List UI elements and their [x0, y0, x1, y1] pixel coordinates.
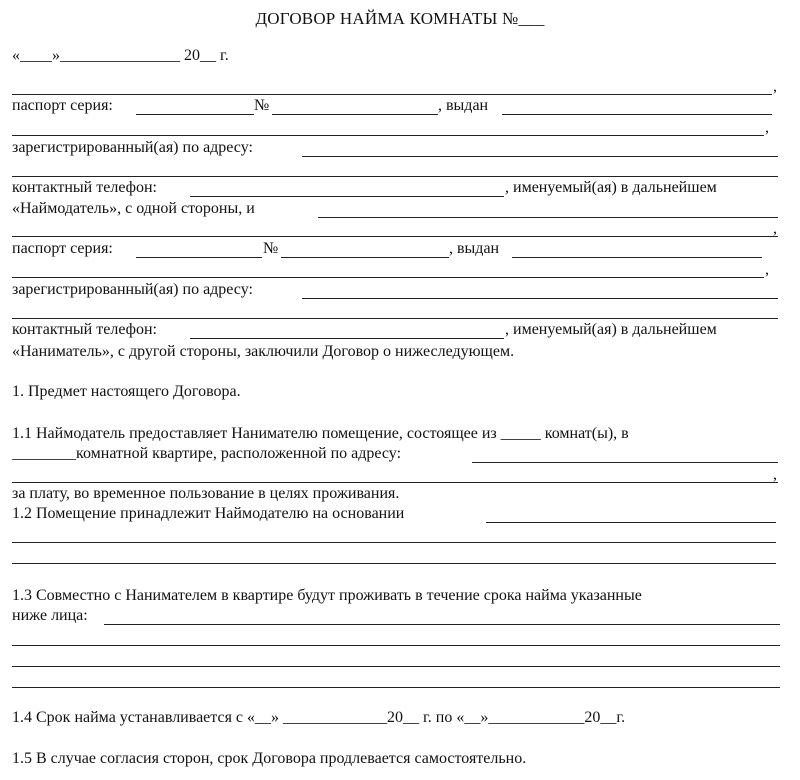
tenant-role-label: «Наниматель», с другой стороны, заключили Договор о нижеследующем.	[12, 343, 515, 360]
apartment-address-field[interactable]	[472, 462, 778, 463]
tenant-address-field[interactable]	[302, 298, 778, 299]
ownership-basis-line-2[interactable]	[12, 542, 776, 543]
landlord-named-label: , именуемый(ая) в дальнейшем	[505, 179, 717, 196]
landlord-issued-cont-field[interactable]	[12, 135, 764, 136]
ownership-basis-field[interactable]	[486, 522, 776, 523]
clause-1-2: 1.2 Помещение принадлежит Наймодателю на основании	[12, 505, 405, 522]
comma: ,	[765, 119, 769, 136]
cohabitants-line-4[interactable]	[12, 687, 780, 688]
clause-1-3-line-1: 1.3 Совместно с Нанимателем в квартире будут проживать в течение срока найма указанные	[12, 587, 642, 604]
tenant-issued-label: , выдан	[449, 240, 500, 257]
clause-1-3-line-2: ниже лица:	[12, 607, 88, 624]
landlord-address-cont-field[interactable]	[12, 176, 778, 177]
section-1-heading: 1. Предмет настоящего Договора.	[12, 383, 241, 400]
comma: ,	[773, 78, 777, 95]
tenant-phone-label: контактный телефон:	[12, 321, 157, 338]
tenant-passport-number-field[interactable]	[281, 257, 449, 258]
cohabitants-field[interactable]	[104, 624, 780, 625]
document-title: ДОГОВОР НАЙМА КОМНАТЫ №___	[255, 9, 545, 28]
landlord-role-label: «Наймодатель», с одной стороны, и	[12, 200, 255, 217]
tenant-named-label: , именуемый(ая) в дальнейшем	[505, 321, 717, 338]
landlord-passport-number-field[interactable]	[272, 114, 438, 115]
tenant-issued-field[interactable]	[512, 257, 762, 258]
tenant-passport-series-field[interactable]	[136, 257, 262, 258]
ownership-basis-line-3[interactable]	[12, 563, 776, 564]
apartment-address-cont-field[interactable]	[12, 482, 778, 483]
landlord-phone-label: контактный телефон:	[12, 179, 157, 196]
comma: ,	[765, 261, 769, 278]
clause-1-4: 1.4 Срок найма устанавливается с «__» _____________20__ г. по «__»____________20__г.	[12, 709, 626, 726]
landlord-issued-label: , выдан	[438, 97, 489, 114]
cohabitants-line-3[interactable]	[12, 666, 780, 667]
comma: ,	[773, 220, 777, 237]
landlord-issued-field[interactable]	[502, 114, 772, 115]
tenant-registered-label: зарегистрированный(ая) по адресу:	[12, 281, 253, 298]
clause-1-1-line-1: 1.1 Наймодатель предоставляет Нанимателю помещение, состоящее из _____ комнат(ы), в	[12, 425, 629, 442]
landlord-registered-label: зарегистрированный(ая) по адресу:	[12, 139, 253, 156]
tenant-name-field[interactable]	[318, 217, 778, 218]
tenant-address-cont-field[interactable]	[12, 318, 778, 319]
landlord-phone-field[interactable]	[190, 196, 504, 197]
tenant-phone-field[interactable]	[190, 338, 504, 339]
clause-1-1-line-2: ________комнатной квартире, расположенной по адресу:	[12, 445, 402, 462]
landlord-passport-label: паспорт серия:	[12, 97, 113, 114]
tenant-issued-cont-field[interactable]	[12, 277, 764, 278]
landlord-passport-series-field[interactable]	[136, 114, 254, 115]
landlord-address-field[interactable]	[302, 156, 778, 157]
tenant-passport-label: паспорт серия:	[12, 240, 113, 257]
tenant-number-label: №	[263, 240, 279, 257]
clause-1-1-line-3: за плату, во временное пользование в целях проживания.	[12, 485, 400, 502]
landlord-number-label: №	[254, 97, 270, 114]
tenant-name-cont-field[interactable]	[12, 236, 778, 237]
clause-1-5: 1.5 В случае согласия сторон, срок Договора продлевается самостоятельно.	[12, 750, 527, 767]
cohabitants-line-2[interactable]	[12, 645, 780, 646]
comma: ,	[773, 466, 777, 483]
date-line: «____»_______________ 20__ г.	[12, 47, 229, 64]
landlord-name-field[interactable]	[12, 94, 772, 95]
